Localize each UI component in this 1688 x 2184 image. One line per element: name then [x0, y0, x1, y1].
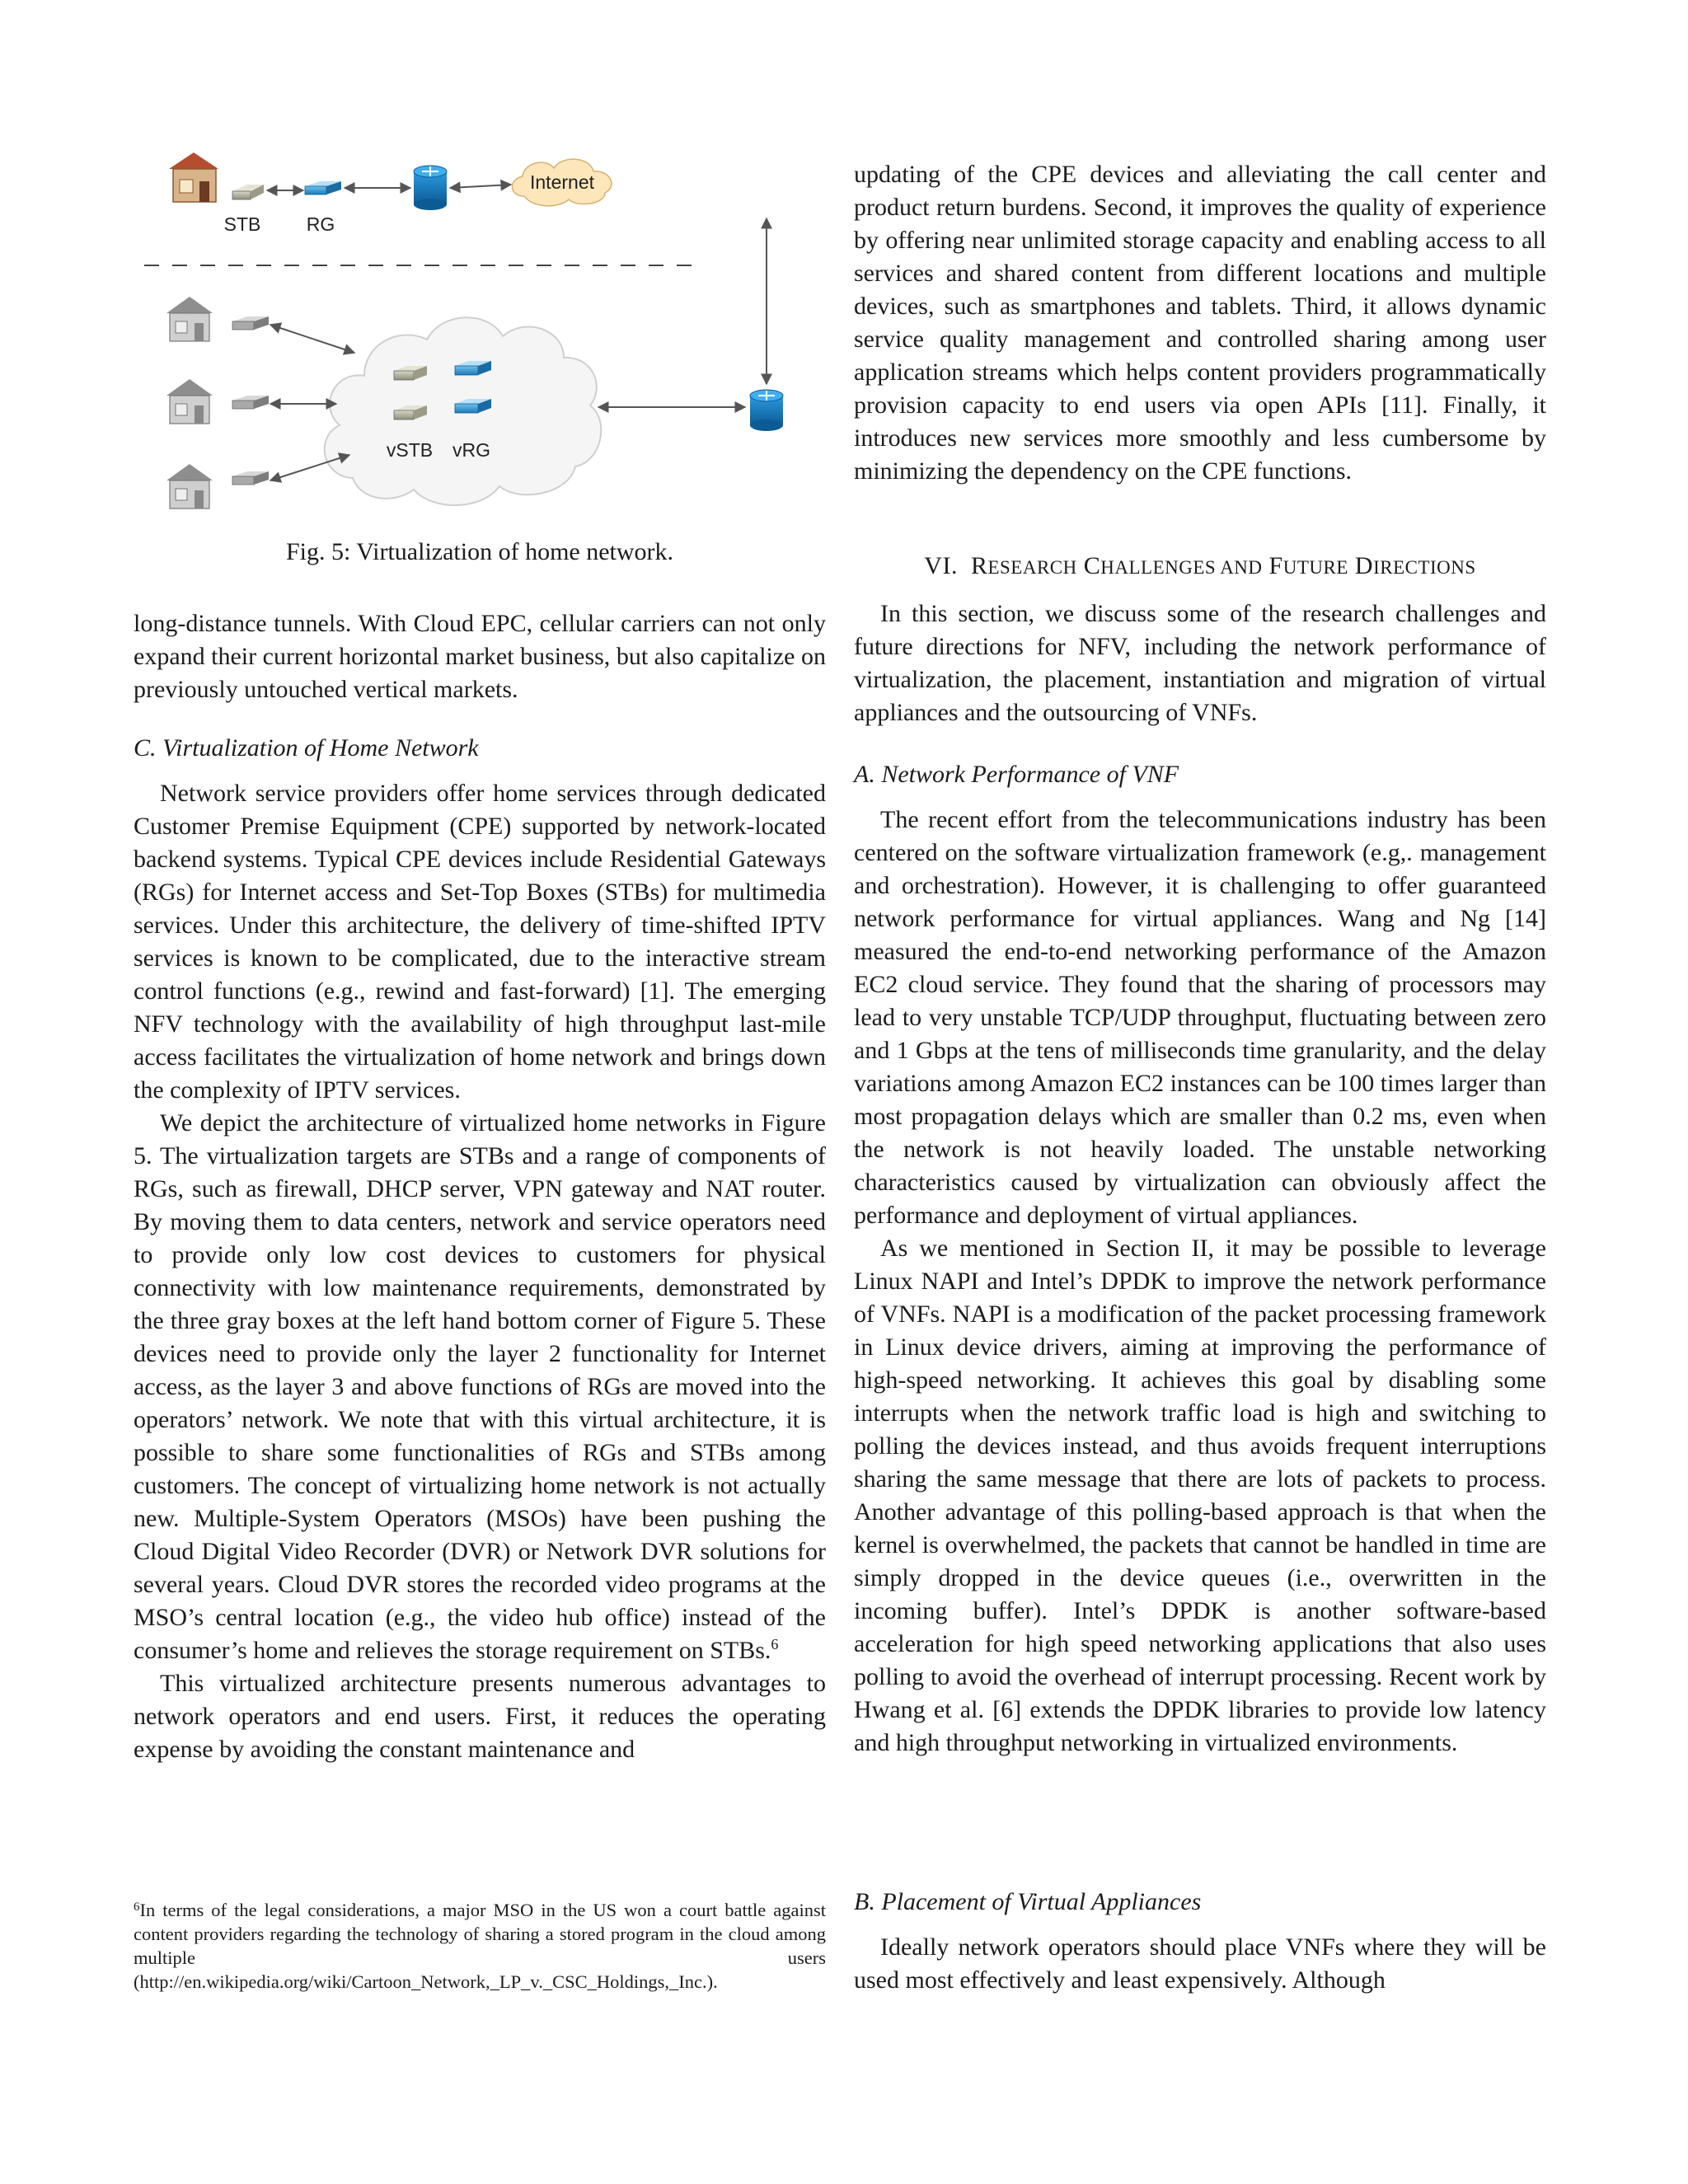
gray-box-1-icon	[232, 316, 269, 330]
stb-device-icon	[232, 185, 264, 199]
gray-house-1-icon	[166, 297, 213, 341]
paragraph-architecture	[134, 1107, 826, 1667]
footnote-ref-6: 6	[771, 1636, 779, 1652]
rg-label: RG	[306, 213, 335, 235]
gray-house-2-icon	[166, 379, 213, 424]
paragraph-napi-dpdk: As we mentioned in Section II, it may be possible to leverage Linux NAPI and Intel’s DPDK to improve the network performance of VNFs. NAPI is a modification of the packet processing framework in Linux device drivers, aiming at improving the performance of high-speed networking. It achieves this goal by disabling some interrupts when the network traffic load is high and switching to polling the devices instead, and thus avoids frequent interruptions sharing the same message that there are lots of packets to process. Another advantage of this polling-based approach is that when the kernel is overwhelmed, the packets that cannot be handled in time are simply dropped in the device queues (i.e., overwritten in the incoming buffer). Intel’s DPDK is another software-based acceleration for high speed networking applications that also uses polling to avoid the overhead of interrupt processing. Recent work by Hwang et al. [6] extends the DPDK libraries to provide low latency and high throughput networking in virtualized environments.	[854, 1235, 1546, 1756]
vrg-label: vRG	[452, 439, 490, 461]
router-top-icon	[414, 166, 447, 210]
rg-switch-icon	[305, 181, 341, 194]
paragraph-section-intro: In this section, we discuss some of the research challenges and future directions for NFV, including the network performance of virtualization, the placement, instantiation and migration of virtual appliances and the outsourcing of VNFs.	[854, 600, 1546, 726]
paragraph-advantages: This virtualized architecture presents numerous advantages to network operators and end users. First, it reduces the operating expense by avoiding the constant maintenance and	[134, 1670, 826, 1763]
figure-home-network	[132, 148, 832, 536]
figure-caption: Fig. 5: Virtualization of home network.	[285, 538, 674, 565]
box1-cloud-link	[270, 325, 354, 353]
router-internet-link	[450, 185, 511, 188]
footnote-text: In terms of the legal considerations, a major MSO in the US won a court battle against content providers regarding the technology of sharing a stored program in the cloud among multiple users (http://en.wikipedia.org/wiki/Cartoon_Network,_LP_v._CSC_Holdings,_Inc.).	[134, 1900, 826, 1992]
paragraph-cloud-epc: long-distance tunnels. With Cloud EPC, cellular carriers can not only expand their current horizontal market business, but also capitalize on previously untouched vertical markets.	[134, 610, 826, 703]
home-house-icon	[169, 152, 218, 202]
router-bottom-icon	[750, 390, 783, 431]
gray-house-3-icon	[166, 464, 213, 509]
section-c-heading: C. Virtualization of Home Network	[134, 734, 479, 762]
paragraph-architecture-text: We depict the architecture of virtualized home networks in Figure 5. The virtualization targets are STBs and a range of components of RGs, such as firewall, DHCP server, VPN gateway and NAT router. By moving them to data centers, network and service operators need to provide only low cost devices to customers for physical connectivity with low maintenance requirements, demonstrated by the three gray boxes at the left hand bottom corner of Figure 5. These devices need to provide only the layer 2 functionality for Internet access, as the layer 3 and above functions of RGs are moved into the operators’ network. We note that with this virtual architecture, it is possible to share some functionalities of RGs and STBs among customers. The concept of virtualizing home network is not actually new. Multiple-System Operators (MSOs) have been pushing the Cloud Digital Video Recorder (DVR) or Network DVR solutions for several years. Cloud DVR stores the recorded video programs at the MSO’s central location (e.g., the video hub office) instead of the consumer’s home and relieves the storage requirement on STBs.	[134, 1109, 826, 1664]
stb-label: STB	[223, 213, 261, 235]
paragraph-home-services: Network service providers offer home services through dedicated Customer Premise Equipment (CPE) supported by network-located backend systems. Typical CPE devices include Residential Gateways (RGs) for Internet access and Set-Top Boxes (STBs) for multimedia services. Under this architecture, the delivery of time-shifted IPTV services is known to be complicated, due to the interactive stream control functions (e.g., rewind and fast-forward) [1]. The emerging NFV technology with the availability of high throughput last-mile access facilitates the virtualization of home network and brings down the complexity of IPTV services.	[134, 780, 826, 1104]
figure-svg	[132, 148, 832, 536]
paragraph-placement: Ideally network operators should place VNFs where they will be used most effectively and least expensively. Although	[854, 1933, 1546, 1994]
internet-label: Internet	[530, 171, 594, 193]
footnote-mark: 6	[134, 1900, 140, 1914]
gray-box-3-icon	[232, 471, 269, 485]
footnote-6	[134, 1898, 826, 1994]
gray-box-2-icon	[232, 396, 269, 409]
section-b-heading: B. Placement of Virtual Appliances	[854, 1888, 1202, 1915]
section-a-heading: A. Network Performance of VNF	[854, 761, 1179, 788]
paragraph-network-performance: The recent effort from the telecommunications industry has been centered on the software virtualization framework (e.g,. management and orchestration). However, it is challenging to offer guaranteed network performance for virtual appliances. Wang and Ng [14] measured the end-to-end networking performance of the Amazon EC2 cloud service. They found that the sharing of processors may lead to very unstable TCP/UDP throughput, fluctuating between zero and 1 Gbps at the tens of milliseconds time granularity, and the delay variations among Amazon EC2 instances can be 100 times larger than most propagation delays which are smaller than 0.2 ms, even when the network is not heavily loaded. The unstable networking characteristics caused by virtualization can obviously affect the performance and deployment of virtual appliances.	[854, 806, 1546, 1229]
section-vi-heading: VI. RESEARCH CHALLENGES AND FUTURE DIRECTIONS	[924, 552, 1476, 579]
paragraph-cpe-continuation: updating of the CPE devices and alleviating the call center and product return burdens. Second, it improves the quality of experience by offering near unlimited storage capacity and enabling access to all services and shared content from different locations and multiple devices, such as smartphones and tablets. Third, it allows dynamic service quality management and controlled sharing among user application streams which helps content providers programmatically provision capacity to end users via open APIs [11]. Finally, it introduces new services more smoothly and less cumbersome by minimizing the dependency on the CPE functions.	[854, 161, 1546, 485]
vstb-label: vSTB	[386, 439, 434, 461]
